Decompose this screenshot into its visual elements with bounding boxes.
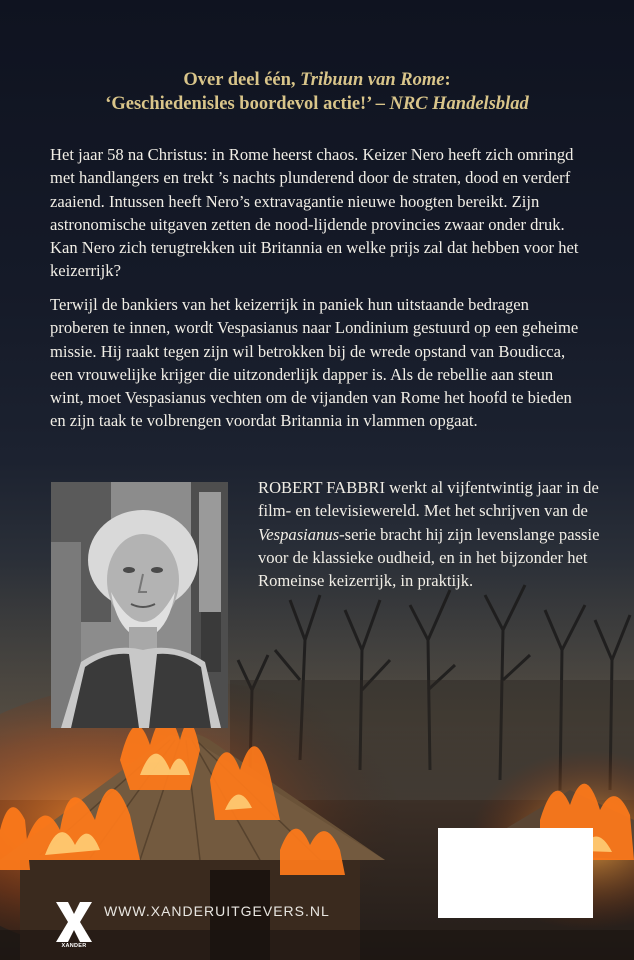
bio-series-title: Vespasianus [258, 524, 340, 544]
bio-text-2: -serie bracht hij zijn levenslange passie voor de klassieke oudheid, en in het bijzonder het Romeinse keizerrijk, in praktijk. [258, 524, 600, 591]
quote-title: Tribuun van Rome [300, 70, 445, 90]
author-photo [51, 482, 228, 728]
quote-prefix: Over deel één, [183, 70, 301, 90]
blurb-paragraph-1: Het jaar 58 na Christus: in Rome heerst chaos. Keizer Nero heeft zich omringd met handlangers en trekt ’s nachts plunderend door de straten, dood en verderf zaaiend. Intussen heeft Nero’s extravagantie nieuwe hoogten bereikt. Zijn astronomische uitgaven zetten de nood-lijdende provincies zwaar onder druk. Kan Nero zich terugtrekken uit Britannia en welke prijs zal dat hebben voor het keizerrijk? [50, 145, 579, 281]
quote-source: NRC Handelsblad [389, 94, 529, 114]
author-bio [258, 476, 608, 592]
quote-colon: : [444, 70, 451, 90]
quote-text: ‘Geschiedenisles boordevol actie!’ – [105, 94, 390, 114]
quote-line-1 [0, 68, 634, 92]
bio-text-1: ROBERT FABBRI werkt al vijfentwintig jaar in de film- en televisiewereld. Met het schrijven van de [258, 478, 599, 521]
logo-text: XANDER [61, 943, 87, 948]
xander-x-logo-icon [52, 900, 96, 948]
quote-line-2 [0, 92, 634, 116]
review-quote [0, 68, 634, 116]
barcode-placeholder [438, 828, 593, 918]
publisher-website: WWW.XANDERUITGEVERS.NL [104, 903, 330, 919]
blurb-paragraph-2: Terwijl de bankiers van het keizerrijk in paniek hun uitstaande bedragen proberen te innen, wordt Vespasianus naar Londinium gestuurd op een geheime missie. Hij raakt tegen zijn wil betrokken bij de wrede opstand van Boudicca, een vrouwelijke krijger die uitzonderlijk dapper is. Als de rebellie aan steun wint, moet Vespasianus vechten om de vijanden van Rome het hoofd te bieden en zijn taak te volbrengen voordat Britannia in vlammen opgaat. [50, 295, 579, 431]
